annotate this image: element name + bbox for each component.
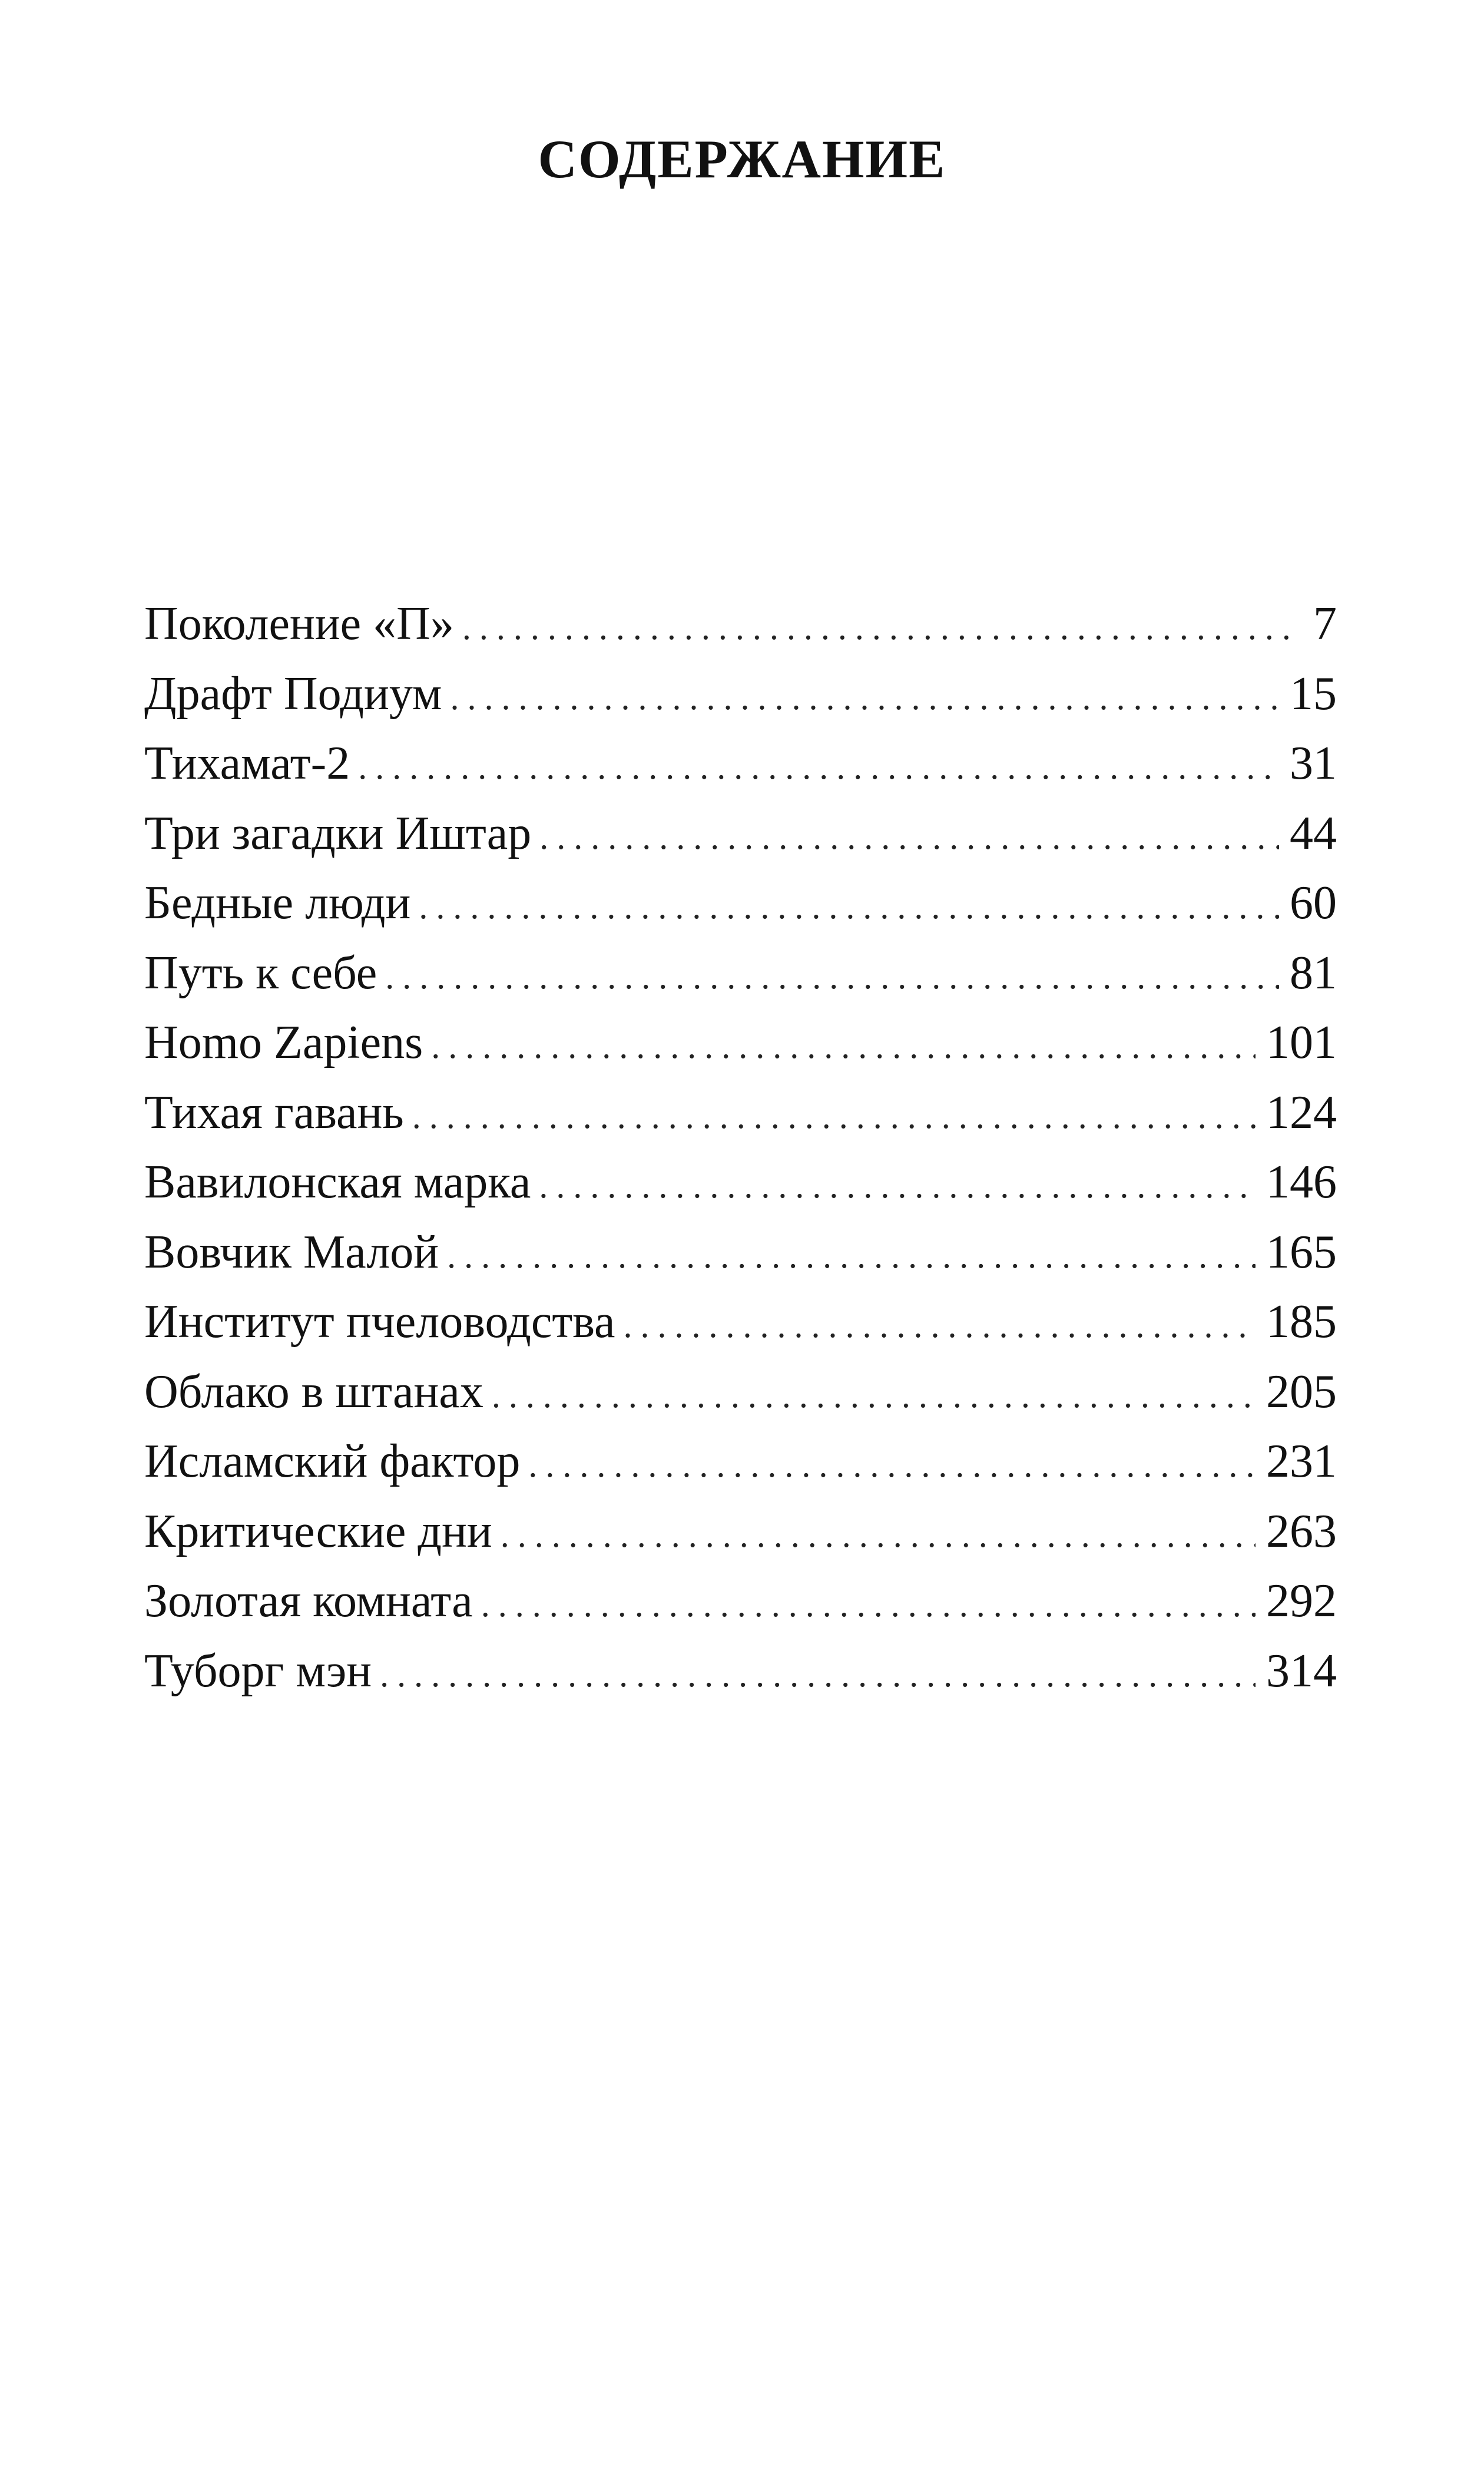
toc-entry-title: Вавилонская марка: [144, 1156, 531, 1208]
toc-entry-title: Туборг мэн: [144, 1645, 372, 1697]
dot-leader: [412, 1081, 1256, 1151]
toc-entry-page: 44: [1290, 807, 1337, 859]
toc-entry-page: 60: [1290, 877, 1337, 929]
dot-leader: [431, 1011, 1256, 1081]
toc-entry-page: 205: [1266, 1365, 1337, 1418]
dot-leader: [380, 1640, 1256, 1709]
toc-entry-title: Облако в штанах: [144, 1365, 483, 1418]
toc-entry-title: Драфт Подиум: [144, 667, 442, 720]
toc-entry: [144, 1287, 1337, 1357]
toc-entry-title: Бедные люди: [144, 877, 411, 929]
toc-entry-title: Критические дни: [144, 1505, 492, 1557]
toc-entry-title: Исламский фактор: [144, 1435, 521, 1487]
toc-entry: [144, 799, 1337, 869]
toc-entry: [144, 659, 1337, 729]
toc-entry: [144, 1147, 1337, 1217]
toc-entry: [144, 589, 1337, 659]
dot-leader: [539, 802, 1279, 872]
toc-entry: [144, 938, 1337, 1008]
toc-entry-page: 7: [1313, 598, 1337, 650]
toc-entry: [144, 1566, 1337, 1636]
toc-entry: [144, 868, 1337, 938]
toc-entry-title: Тихамат-2: [144, 737, 350, 789]
toc-entry-page: 101: [1266, 1017, 1337, 1068]
toc-entry-page: 124: [1266, 1086, 1337, 1139]
toc-entry: [144, 1497, 1337, 1567]
dot-leader: [419, 872, 1279, 941]
dot-leader: [447, 1221, 1256, 1291]
toc-entry-page: 81: [1290, 947, 1337, 999]
toc-entry-title: Тихая гавань: [144, 1086, 404, 1139]
toc-entry-page: 292: [1266, 1575, 1337, 1627]
toc-entry-page: 185: [1266, 1296, 1337, 1348]
toc-entry-page: 15: [1290, 667, 1337, 720]
toc-entry-page: 146: [1266, 1156, 1337, 1208]
dot-leader: [462, 593, 1291, 662]
toc-entry-page: 314: [1266, 1645, 1337, 1697]
toc-entry: [144, 1008, 1337, 1078]
dot-leader: [624, 1291, 1256, 1360]
toc-entry-title: Поколение «П»: [144, 598, 454, 650]
page-title: СОДЕРЖАНИЕ: [538, 129, 946, 189]
toc-entry-page: 263: [1266, 1505, 1337, 1557]
toc-entry-title: Homo Zapiens: [144, 1017, 423, 1068]
toc-entry-title: Институт пчеловодства: [144, 1296, 615, 1348]
toc-entry: [144, 1357, 1337, 1427]
dot-leader: [492, 1361, 1256, 1430]
toc-entry-page: 231: [1266, 1435, 1337, 1487]
toc-entry-title: Три загадки Иштар: [144, 807, 532, 859]
toc-entry: [144, 1427, 1337, 1497]
dot-leader: [528, 1430, 1256, 1500]
toc-entry-title: Путь к себе: [144, 947, 377, 999]
toc-entry-page: 31: [1290, 737, 1337, 789]
toc-entry: [144, 1636, 1337, 1706]
table-of-contents: [144, 589, 1337, 1706]
toc-entry: [144, 1078, 1337, 1148]
toc-entry-page: 165: [1266, 1226, 1337, 1278]
toc-entry-title: Золотая комната: [144, 1575, 473, 1627]
dot-leader: [501, 1500, 1256, 1570]
dot-leader: [450, 663, 1279, 732]
toc-entry: [144, 1217, 1337, 1288]
dot-leader: [385, 942, 1279, 1011]
dot-leader: [358, 732, 1279, 802]
dot-leader: [539, 1151, 1256, 1220]
toc-entry: [144, 729, 1337, 799]
toc-entry-title: Вовчик Малой: [144, 1226, 439, 1278]
dot-leader: [481, 1570, 1256, 1639]
